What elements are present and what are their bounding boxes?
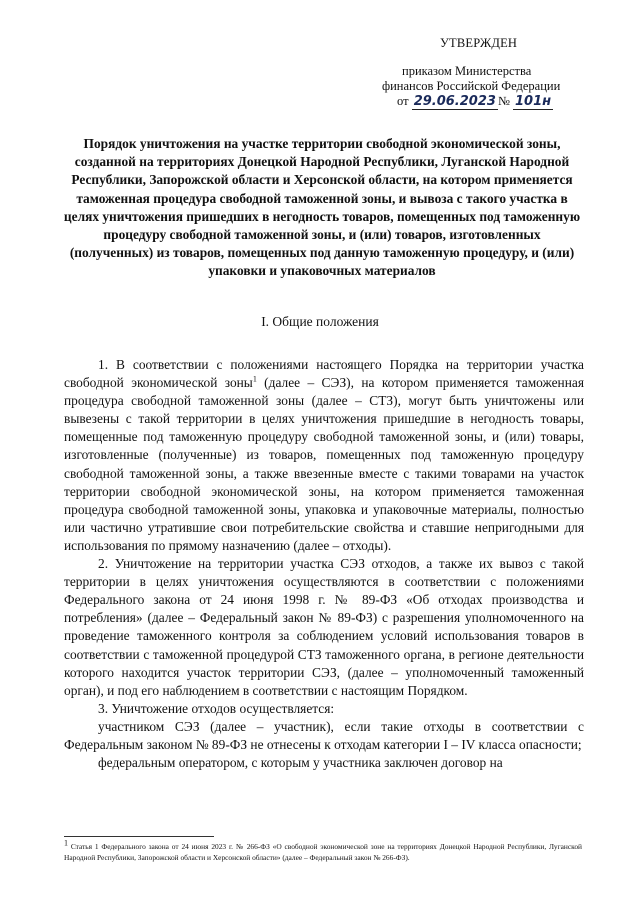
approval-line-2: финансов Российской Федерации — [382, 79, 561, 93]
approval-number-handwritten: 101н — [515, 94, 552, 109]
approval-line-1: приказом Министерства — [402, 64, 532, 78]
approval-date-prefix: от — [397, 94, 409, 108]
approval-date-line — [397, 94, 588, 109]
approval-number-prefix: № — [497, 94, 510, 108]
approval-stamp — [382, 36, 588, 109]
paragraph-2: 2. Уничтожение на территории участка СЭЗ отходов, а также их вывоз с такой территории в целях уничтожения осуществляются в соответствии с положениями Федерального закона от 24 июня 1998 г. № 89-ФЗ «Об отходах производства и потребления» (далее – Федеральный закон № 89-ФЗ) с разрешения уполномоченного на проведение таможенного контроля за соблюдением условий использования товаров в соответствии с таможенной процедурой СТЗ таможенного органа, в регионе деятельности которого находится участок территории СЭЗ, (далее – уполномоченный таможенный орган), и под его наблюдением в соответствии с настоящим Порядком. — [64, 556, 584, 698]
document-body — [64, 356, 584, 772]
paragraph-1-text-b: (далее – СЭЗ), на котором применяется таможенная процедура свободной таможенной зоны (далее – СТЗ), могут быть уничтожены или вывезены с такой территории в целях уничтожения пришедшие в негодность товары, помещенные под таможенную процедуру свободной таможенной зоны, и (или) товары, изготовленные (полученные) из товаров, помещенных под таможенную процедуру свободной таможенной зоны, а также ввезенные вместе с такими товарами на участок территории свободной экономической зоны, на котором применяется таможенная процедура свободной таможенной зоны, упаковка и упаковочные материалы, полностью или частично утратившие свои потребительские свойства и ставшие непригодными для использования по прямому назначению (далее – отходы). — [64, 375, 584, 553]
section-heading: I. Общие положения — [261, 314, 379, 329]
footnote — [64, 838, 582, 863]
paragraph-5: федеральным оператором, с которым у участника заключен договор на — [98, 755, 503, 771]
document-title: Порядок уничтожения на участке территории свободной экономической зоны, созданной на территориях Донецкой Народной Республики, Луганской Народной Республики, Запорожской области и Херсонской области, на котором применяется таможенная процедура свободной таможенной зоны, и вывоза с такого участка в целях уничтожения пришедших в негодность товаров, помещенных под таможенную процедуру свободной таможенной зоны, и (или) товаров, изготовленных (полученных) из товаров, помещенных под данную таможенную процедуру, и (или) упаковки и упаковочных материалов — [63, 136, 581, 279]
paragraph-4: участником СЭЗ (далее – участник), если такие отходы в соответствии с Федеральным законом № 89-ФЗ не отнесены к отходам категории I – IV класса опасности; — [64, 718, 584, 752]
paragraph-1 — [64, 356, 584, 555]
approval-title: УТВЕРЖДЕН — [440, 36, 518, 50]
footnote-divider — [64, 836, 214, 837]
footnote-text: Статья 1 Федерального закона от 24 июня 2023 г. № 266-ФЗ «О свободной экономической зоне на территориях Донецкой Народной Республики, Луганской Народной Республики, Запорожской области и Херсонской области» (далее – Федеральный закон № 266-ФЗ). — [64, 842, 582, 862]
footnote-marker: 1 — [64, 838, 68, 848]
approval-date-handwritten: 29.06.2023 — [413, 94, 496, 109]
paragraph-3: 3. Уничтожение отходов осуществляется: — [98, 700, 335, 716]
footnote-reference: 1 — [252, 374, 257, 384]
paragraph-1-text-a: 1. В соответствии с положениями настоящего Порядка на территории участка свободной экономической зоны — [64, 357, 584, 391]
